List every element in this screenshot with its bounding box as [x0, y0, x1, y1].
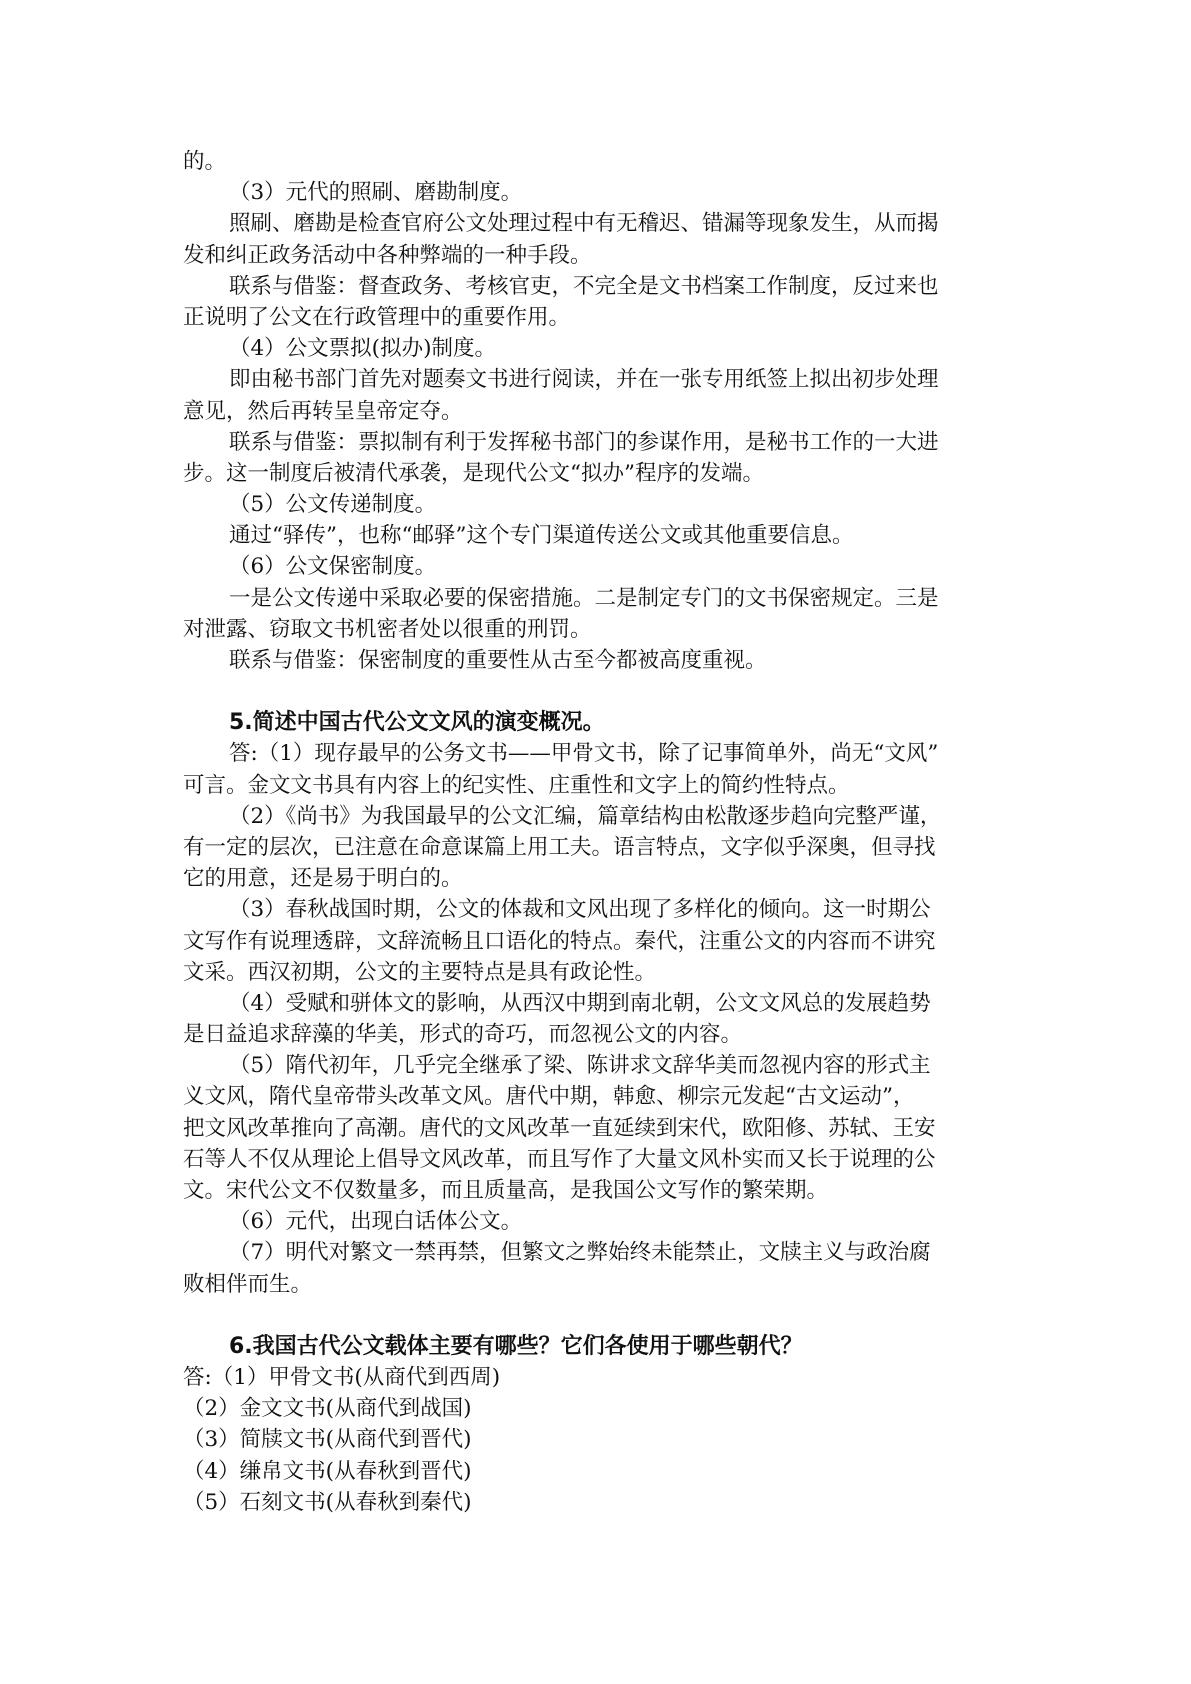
- text-line: 有一定的层次，已注意在命意谋篇上用工夫。语言特点，文字似乎深奥，但寻找: [183, 834, 936, 860]
- text-line: 文写作有说理透辟，文辞流畅且口语化的特点。秦代，注重公文的内容而不讲究: [183, 928, 936, 954]
- text-line: 答:（1）甲骨文书(从商代到西周): [183, 1364, 501, 1390]
- text-line: 的。: [183, 149, 227, 174]
- text-line: 联系与借鉴：保密制度的重要性从古至今都被高度重视。: [229, 648, 767, 673]
- text-line: （7）明代对繁文一禁再禁，但繁文之弊始终未能禁止，文牍主义与政治腐: [229, 1240, 931, 1266]
- text-line: 步。这一制度后被清代承袭，是现代公文“拟办”程序的发端。: [183, 460, 764, 486]
- text-line: （3）元代的照刷、磨勘制度。: [229, 180, 523, 206]
- text-line: 意见，然后再转呈皇帝定夺。: [183, 398, 463, 424]
- paragraph-gap: [183, 676, 1017, 707]
- text-line: 照刷、磨勘是检查官府公文处理过程中有无稽迟、错漏等现象发生，从而揭: [229, 211, 939, 237]
- text-line: 答:（1）现存最早的公务文书——甲骨文书，除了记事简单外，尚无“文风”: [229, 741, 939, 767]
- text-line: 文。宋代公文不仅数量多，而且质量高，是我国公文写作的繁荣期。: [183, 1178, 829, 1203]
- text-line: （6）公文保密制度。: [229, 554, 437, 580]
- text-line: 是日益追求辞藻的华美，形式的奇巧，而忽视公文的内容。: [183, 1022, 743, 1048]
- text-line: 文采。西汉初期，公文的主要特点是具有政论性。: [183, 959, 657, 985]
- text-line: （2）《尚书》为我国最早的公文汇编，篇章结构由松散逐步趋向完整严谨，: [229, 803, 942, 829]
- document-body: [183, 146, 1017, 1518]
- text-line: 它的用意，还是易于明白的。: [183, 866, 463, 892]
- paragraph-gap: [183, 1300, 1017, 1331]
- text-line: 败相伴而生。: [183, 1271, 313, 1297]
- text-line: 通过“驿传”，也称“邮驿”这个专门渠道传送公文或其他重要信息。: [229, 523, 854, 549]
- text-line: 可言。金文文书具有内容上的纪实性、庄重性和文字上的简约性特点。: [183, 772, 850, 798]
- text-line: 石等人不仅从理论上倡导文风改革，而且写作了大量文风朴实而又长于说理的公: [183, 1146, 936, 1172]
- text-line: （4）缣帛文书(从春秋到晋代): [183, 1458, 472, 1484]
- text-line: 对泄露、窃取文书机密者处以很重的刑罚。: [183, 616, 592, 642]
- text-line: （5）隋代初年，几乎完全继承了梁、陈讲求文辞华美而忽视内容的形式主: [229, 1053, 931, 1079]
- text-line: 即由秘书部门首先对题奏文书进行阅读，并在一张专用纸签上拟出初步处理: [229, 367, 939, 393]
- document-page: [183, 146, 1017, 1518]
- section-heading: 5.简述中国古代公文文风的演变概况。: [229, 710, 605, 736]
- text-line: 正说明了公文在行政管理中的重要作用。: [183, 304, 571, 330]
- text-line: （5）公文传递制度。: [229, 492, 437, 518]
- text-line: 发和纠正政务活动中各种弊端的一种手段。: [183, 242, 592, 268]
- text-line: （4）公文票拟(拟办)制度。: [229, 336, 496, 362]
- text-line: 义文风，隋代皇帝带头改革文风。唐代中期，韩愈、柳宗元发起“古文运动”，: [183, 1084, 915, 1110]
- text-line: 联系与借鉴：督查政务、考核官吏，不完全是文书档案工作制度，反过来也: [229, 273, 939, 299]
- text-line: 一是公文传递中采取必要的保密措施。二是制定专门的文书保密规定。三是: [229, 585, 939, 611]
- section-heading: 6.我国古代公文载体主要有哪些？它们各使用于哪些朝代？: [229, 1333, 803, 1359]
- text-line: （5）石刻文书(从春秋到秦代): [183, 1489, 472, 1515]
- text-line: （6）元代，出现白话体公文。: [229, 1209, 523, 1235]
- text-line: （3）简牍文书(从商代到晋代): [183, 1427, 472, 1453]
- text-line: （3）春秋战国时期，公文的体裁和文风出现了多样化的倾向。这一时期公: [229, 897, 931, 923]
- text-line: （4）受赋和骈体文的影响，从西汉中期到南北朝，公文文风总的发展趋势: [229, 990, 931, 1016]
- text-line: （2）金文文书(从商代到战国): [183, 1396, 472, 1422]
- text-line: 把文风改革推向了高潮。唐代的文风改革一直延续到宋代，欧阳修、苏轼、王安: [183, 1115, 936, 1141]
- text-line: 联系与借鉴：票拟制有利于发挥秘书部门的参谋作用，是秘书工作的一大进: [229, 429, 939, 455]
